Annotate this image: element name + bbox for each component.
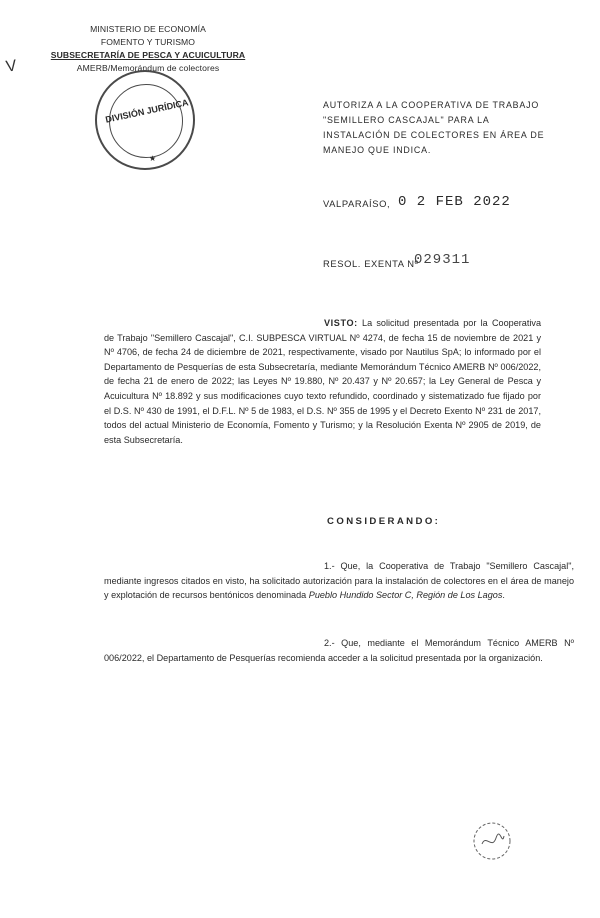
visto-text: La solicitud presentada por la Cooperativa de Trabajo "Semillero Cascajal", C.I. SUBPESCA VIRTUAL Nº 4274, de fecha 15 de noviembre de 2021 y Nº 4706, de fecha 24 de diciembre de 2021, respectivamente, visado por Nautilus SpA; lo informado por el Departamento de Pesquerías de esta Subsecretaría, mediante Memorándum Técnico AMERB Nº 006/2022, de fecha 21 de enero de 2022; las Leyes Nº 19.880, Nº 20.437 y Nº 20.657; la Ley General de Pesca y Acuicultura Nº 18.892 y sus modificaciones cuyo texto refundido, coordinado y sistematizado fue fijado por el D.S. Nº 430 de 1991, el D.F.L. Nº 5 de 1983, el D.S. Nº 355 de 1995 y el Decreto Exento Nº 231 de 2017, todos del actual Ministerio de Economía, Fomento y Turismo; y la Resolución Exenta Nº 2905 de 2019, de esta Subsecretaría. bbox=[104, 318, 541, 445]
stamp-label: DIVISIÓN JURÍDICA bbox=[104, 97, 190, 125]
star-icon: ★ bbox=[149, 154, 157, 163]
visto-paragraph bbox=[104, 316, 541, 447]
initials-signature bbox=[468, 816, 518, 866]
ministry-subtitle: FOMENTO Y TURISMO bbox=[100, 37, 196, 47]
resolution-number-label: RESOL. EXENTA Nº bbox=[323, 258, 419, 269]
clause-1-text: 1.- Que, la Cooperativa de Trabajo "Semillero Cascajal", mediante ingresos citados en visto, ha solicitado autorización para la instalación de colectores en el área de manejo y explotación de recursos bentónicos denominada bbox=[104, 561, 574, 601]
clause-1-end: . bbox=[502, 590, 505, 601]
clause-2 bbox=[104, 636, 574, 665]
place-label: VALPARAÍSO, bbox=[323, 198, 391, 209]
resolution-subject: AUTORIZA A LA COOPERATIVA DE TRABAJO "SEMILLERO CASCAJAL" PARA LA INSTALACIÓN DE COLECTORES EN ÁREA DE MANEJO QUE INDICA. bbox=[323, 100, 545, 155]
clause-2-text: 2.- Que, mediante el Memorándum Técnico AMERB Nº 006/2022, el Departamento de Pesquerías recomienda acceder a la solicitud presentada por la organización. bbox=[104, 638, 574, 663]
margin-mark: V bbox=[4, 57, 18, 76]
resolution-number: 029311 bbox=[414, 252, 471, 268]
resolution-date: 0 2 FEB 2022 bbox=[398, 194, 511, 210]
considerando-heading: CONSIDERANDO: bbox=[327, 516, 441, 527]
clause-1 bbox=[104, 559, 574, 603]
ministry-name: MINISTERIO DE ECONOMÍA bbox=[90, 24, 206, 34]
subsecretaria-name: SUBSECRETARÍA DE PESCA Y ACUICULTURA bbox=[50, 50, 246, 60]
document-reference: AMERB/Memorándum de colectores bbox=[76, 63, 220, 73]
visto-label: VISTO: bbox=[324, 318, 358, 328]
division-juridica-stamp bbox=[95, 70, 195, 170]
clause-1-area-name: Pueblo Hundido Sector C, Región de Los Lagos bbox=[308, 590, 503, 601]
